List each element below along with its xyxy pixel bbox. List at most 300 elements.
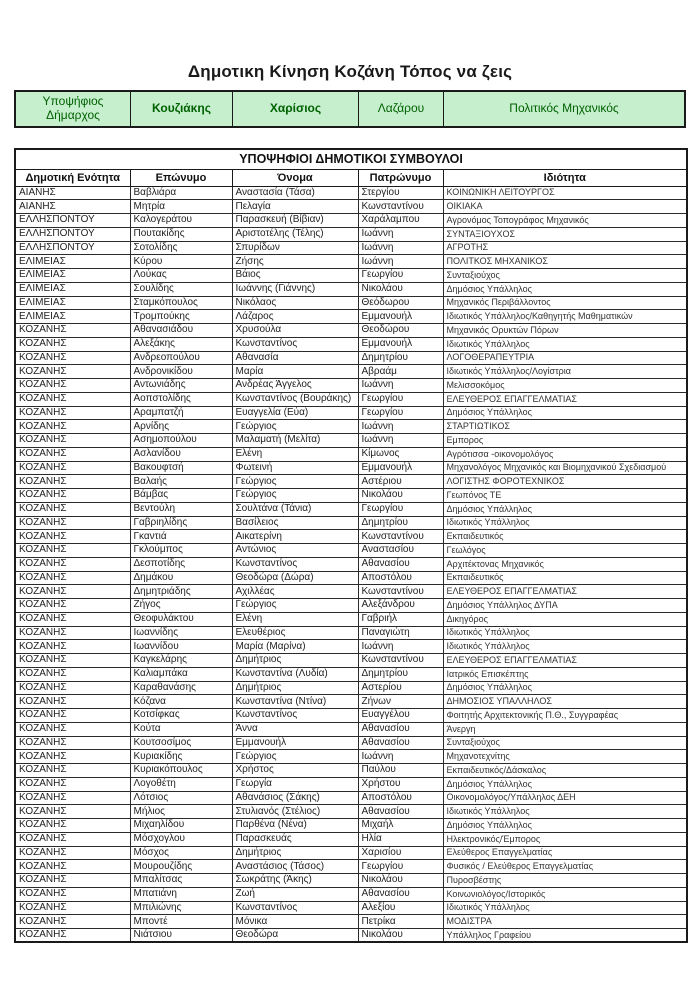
cell-municipal-unit: ΚΟΖΑΝΗΣ xyxy=(15,777,130,791)
mayor-profession: Πολιτικός Μηχανικός xyxy=(509,101,619,116)
cell-municipal-unit: ΚΟΖΑΝΗΣ xyxy=(15,626,130,640)
cell-occupation: Δημόσιος Υπάλληλος xyxy=(443,282,687,296)
cell-municipal-unit: ΚΟΖΑΝΗΣ xyxy=(15,475,130,489)
cell-occupation: ΜΟΔΙΣΤΡΑ xyxy=(443,915,687,929)
column-header-occupation: Ιδιότητα xyxy=(443,169,687,186)
cell-surname: Σταμκόπουλος xyxy=(130,296,232,310)
table-row xyxy=(15,709,687,723)
candidates-table xyxy=(14,148,688,943)
cell-municipal-unit: ΚΟΖΑΝΗΣ xyxy=(15,557,130,571)
cell-first-name: Αναστασία (Τάσα) xyxy=(232,186,358,200)
table-row xyxy=(15,461,687,475)
cell-surname: Καλιαμπάκα xyxy=(130,667,232,681)
cell-surname: Μουρουζίδης xyxy=(130,860,232,874)
table-row xyxy=(15,695,687,709)
cell-surname: Λογοθέτη xyxy=(130,777,232,791)
cell-surname: Ζήγος xyxy=(130,599,232,613)
cell-occupation: Ιατρικός Επισκέπτης xyxy=(443,667,687,681)
cell-surname: Αραμπατζή xyxy=(130,406,232,420)
table-row xyxy=(15,241,687,255)
mayor-first-name: Χαρίσιος xyxy=(233,92,359,126)
table-section-title: ΥΠΟΨΗΦΙΟΙ ΔΗΜΟΤΙΚΟΙ ΣΥΜΒΟΥΛΟΙ xyxy=(15,149,687,169)
table-row xyxy=(15,434,687,448)
cell-patronymic: Ιωάννη xyxy=(358,640,443,654)
cell-municipal-unit: ΚΟΖΑΝΗΣ xyxy=(15,695,130,709)
cell-surname: Ασλανίδου xyxy=(130,447,232,461)
column-header-surname: Επώνυμο xyxy=(130,169,232,186)
cell-occupation: Γεωλόγος xyxy=(443,544,687,558)
cell-occupation: ΚΟΙΝΩΝΙΚΗ ΛΕΙΤΟΥΡΓΟΣ xyxy=(443,186,687,200)
cell-municipal-unit: ΕΛΙΜΕΙΑΣ xyxy=(15,255,130,269)
table-row xyxy=(15,337,687,351)
cell-municipal-unit: ΚΟΖΑΝΗΣ xyxy=(15,379,130,393)
cell-municipal-unit: ΚΟΖΑΝΗΣ xyxy=(15,599,130,613)
cell-first-name: Γεώργιος xyxy=(232,475,358,489)
cell-patronymic: Δημητρίου xyxy=(358,516,443,530)
cell-surname: Καλογεράτου xyxy=(130,214,232,228)
cell-occupation: Υπάλληλος Γραφείου xyxy=(443,929,687,943)
cell-municipal-unit: ΚΟΖΑΝΗΣ xyxy=(15,434,130,448)
cell-first-name: Γεώργιος xyxy=(232,420,358,434)
cell-patronymic: Νικολάου xyxy=(358,874,443,888)
cell-occupation: Ιδιωτικός Υπάλληλος xyxy=(443,516,687,530)
cell-first-name: Ιωάννης (Γιάννης) xyxy=(232,282,358,296)
cell-patronymic: Γεωργίου xyxy=(358,860,443,874)
table-row xyxy=(15,502,687,516)
cell-occupation: ΠΟΛΙΤΚΟΣ ΜΗΧΑΝΙΚΟΣ xyxy=(443,255,687,269)
table-row xyxy=(15,296,687,310)
table-row xyxy=(15,791,687,805)
cell-patronymic: Αθανασίου xyxy=(358,736,443,750)
cell-first-name: Βάιος xyxy=(232,269,358,283)
cell-first-name: Αθανασία xyxy=(232,351,358,365)
cell-first-name: Εμμανουήλ xyxy=(232,736,358,750)
cell-surname: Μπατιάνη xyxy=(130,887,232,901)
cell-surname: Δεσποτίδης xyxy=(130,557,232,571)
cell-surname: Τρομπούκης xyxy=(130,310,232,324)
cell-surname: Σουλίδης xyxy=(130,282,232,296)
cell-first-name: Άννα xyxy=(232,722,358,736)
mayor-patronymic: Λαζάρου xyxy=(359,92,444,126)
cell-occupation: Αγρότισσα -οικονομολόγος xyxy=(443,447,687,461)
cell-municipal-unit: ΚΟΖΑΝΗΣ xyxy=(15,874,130,888)
cell-occupation: Εκπαιδευτικός/Δάσκαλος xyxy=(443,764,687,778)
cell-occupation: Οικονομολόγος/Υπάλληλος ΔΕΗ xyxy=(443,791,687,805)
cell-first-name: Μόνικα xyxy=(232,915,358,929)
cell-first-name: Αναστάσιος (Τάσος) xyxy=(232,860,358,874)
cell-occupation: ΕΛΕΥΘΕΡΟΣ ΕΠΑΓΓΕΛΜΑΤΙΑΣ xyxy=(443,392,687,406)
cell-occupation: Ιδιωτικός Υπάλληλος xyxy=(443,640,687,654)
table-row xyxy=(15,255,687,269)
cell-surname: Αλεξάκης xyxy=(130,337,232,351)
cell-municipal-unit: ΕΛΙΜΕΙΑΣ xyxy=(15,282,130,296)
cell-first-name: Θεοδώρα xyxy=(232,929,358,943)
cell-first-name: Φωτεινή xyxy=(232,461,358,475)
cell-first-name: Κωνσταντίνος xyxy=(232,557,358,571)
cell-municipal-unit: ΚΟΖΑΝΗΣ xyxy=(15,337,130,351)
cell-first-name: Ελευθέριος xyxy=(232,626,358,640)
cell-patronymic: Ευαγγέλου xyxy=(358,709,443,723)
cell-occupation: Αρχιτέκτονας Μηχανικός xyxy=(443,557,687,571)
cell-patronymic: Ιωάννη xyxy=(358,241,443,255)
cell-patronymic: Χαρισίου xyxy=(358,846,443,860)
cell-patronymic: Γαβριήλ xyxy=(358,612,443,626)
table-row xyxy=(15,310,687,324)
table-row xyxy=(15,681,687,695)
cell-surname: Γκλούμπος xyxy=(130,544,232,558)
cell-municipal-unit: ΕΛΛΗΣΠΟΝΤΟΥ xyxy=(15,227,130,241)
cell-municipal-unit: ΚΟΖΑΝΗΣ xyxy=(15,929,130,943)
cell-first-name: Χρυσούλα xyxy=(232,324,358,338)
cell-surname: Κυριακόπουλος xyxy=(130,764,232,778)
cell-first-name: Αντώνιος xyxy=(232,544,358,558)
cell-first-name: Γεώργιος xyxy=(232,489,358,503)
cell-occupation: Μελισσοκόμος xyxy=(443,379,687,393)
cell-patronymic: Νικολάου xyxy=(358,489,443,503)
table-row xyxy=(15,640,687,654)
cell-surname: Βάμβας xyxy=(130,489,232,503)
cell-patronymic: Αποστόλου xyxy=(358,791,443,805)
cell-surname: Βαλαής xyxy=(130,475,232,489)
cell-municipal-unit: ΚΟΖΑΝΗΣ xyxy=(15,612,130,626)
column-header-patronymic: Πατρώνυμο xyxy=(358,169,443,186)
cell-first-name: Μαλαματή (Μελίτα) xyxy=(232,434,358,448)
table-row xyxy=(15,530,687,544)
cell-municipal-unit: ΑΙΑΝΗΣ xyxy=(15,200,130,214)
table-row xyxy=(15,819,687,833)
table-row xyxy=(15,667,687,681)
cell-surname: Καραθανάσης xyxy=(130,681,232,695)
cell-municipal-unit: ΚΟΖΑΝΗΣ xyxy=(15,406,130,420)
table-row xyxy=(15,915,687,929)
cell-municipal-unit: ΚΟΖΑΝΗΣ xyxy=(15,819,130,833)
cell-occupation: Ιδιωτικός Υπάλληλος/Λογίστρια xyxy=(443,365,687,379)
cell-surname: Μποντέ xyxy=(130,915,232,929)
table-row xyxy=(15,324,687,338)
cell-surname: Μπιλιώνης xyxy=(130,901,232,915)
cell-patronymic: Θεοδώρου xyxy=(358,324,443,338)
table-row xyxy=(15,585,687,599)
cell-patronymic: Αβραάμ xyxy=(358,365,443,379)
cell-first-name: Κωνσταντίνα (Ντίνα) xyxy=(232,695,358,709)
table-row xyxy=(15,626,687,640)
cell-surname: Νιάτσιου xyxy=(130,929,232,943)
cell-surname: Μόσχος xyxy=(130,846,232,860)
cell-occupation: Κοινωνιολόγος/Ιστορικός xyxy=(443,887,687,901)
cell-patronymic: Ιωάννη xyxy=(358,255,443,269)
cell-first-name: Νικόλαος xyxy=(232,296,358,310)
cell-patronymic: Κωνσταντίνου xyxy=(358,530,443,544)
cell-patronymic: Μιχαήλ xyxy=(358,819,443,833)
cell-municipal-unit: ΕΛΛΗΣΠΟΝΤΟΥ xyxy=(15,214,130,228)
cell-first-name: Κωνσταντίνος (Βουράκης) xyxy=(232,392,358,406)
cell-municipal-unit: ΚΟΖΑΝΗΣ xyxy=(15,447,130,461)
cell-patronymic: Ιωάννη xyxy=(358,434,443,448)
cell-first-name: Λάζαρος xyxy=(232,310,358,324)
table-row xyxy=(15,901,687,915)
cell-patronymic: Ιωάννη xyxy=(358,379,443,393)
cell-surname: Ιωαννίδου xyxy=(130,640,232,654)
cell-patronymic: Γεωργίου xyxy=(358,392,443,406)
table-row xyxy=(15,227,687,241)
cell-municipal-unit: ΚΟΖΑΝΗΣ xyxy=(15,846,130,860)
cell-municipal-unit: ΕΛΛΗΣΠΟΝΤΟΥ xyxy=(15,241,130,255)
cell-municipal-unit: ΚΟΖΑΝΗΣ xyxy=(15,365,130,379)
cell-municipal-unit: ΕΛΙΜΕΙΑΣ xyxy=(15,296,130,310)
cell-first-name: Ανδρέας Άγγελος xyxy=(232,379,358,393)
cell-occupation: Ηλεκτρονικός/Έμπορος xyxy=(443,832,687,846)
cell-first-name: Βασίλειος xyxy=(232,516,358,530)
cell-surname: Πουτακίδης xyxy=(130,227,232,241)
cell-occupation: Εμπορος xyxy=(443,434,687,448)
cell-first-name: Δημήτριος xyxy=(232,654,358,668)
cell-municipal-unit: ΚΟΖΑΝΗΣ xyxy=(15,915,130,929)
cell-patronymic: Κωνσταντίνου xyxy=(358,200,443,214)
cell-first-name: Ελένη xyxy=(232,612,358,626)
cell-municipal-unit: ΚΟΖΑΝΗΣ xyxy=(15,667,130,681)
cell-first-name: Μαρία (Μαρίνα) xyxy=(232,640,358,654)
table-row xyxy=(15,846,687,860)
cell-first-name: Παρασκευή (Βίβιαν) xyxy=(232,214,358,228)
cell-occupation: Εκπαιδευτικός xyxy=(443,530,687,544)
cell-first-name: Δημήτριος xyxy=(232,846,358,860)
cell-patronymic: Αποστόλου xyxy=(358,571,443,585)
cell-patronymic: Δημητρίου xyxy=(358,351,443,365)
table-row xyxy=(15,929,687,943)
cell-first-name: Μαρία xyxy=(232,365,358,379)
table-row xyxy=(15,764,687,778)
cell-patronymic: Ιωάννη xyxy=(358,227,443,241)
table-row xyxy=(15,379,687,393)
cell-surname: Βεντούλη xyxy=(130,502,232,516)
cell-municipal-unit: ΚΟΖΑΝΗΣ xyxy=(15,887,130,901)
mayor-surname: Κουζιάκης xyxy=(131,92,233,126)
cell-surname: Κουτσοσίμος xyxy=(130,736,232,750)
cell-patronymic: Αθανασίου xyxy=(358,557,443,571)
cell-municipal-unit: ΚΟΖΑΝΗΣ xyxy=(15,654,130,668)
cell-municipal-unit: ΚΟΖΑΝΗΣ xyxy=(15,736,130,750)
cell-first-name: Ζωή xyxy=(232,887,358,901)
table-row xyxy=(15,887,687,901)
cell-first-name: Σωκράτης (Άκης) xyxy=(232,874,358,888)
cell-municipal-unit: ΚΟΖΑΝΗΣ xyxy=(15,860,130,874)
cell-patronymic: Αλεξάνδρου xyxy=(358,599,443,613)
cell-municipal-unit: ΚΟΖΑΝΗΣ xyxy=(15,392,130,406)
table-row xyxy=(15,516,687,530)
cell-occupation: Ιδιωτικός Υπάλληλος xyxy=(443,901,687,915)
cell-occupation: Ιδιωτικός Υπάλληλος xyxy=(443,337,687,351)
cell-patronymic: Χαράλαμπου xyxy=(358,214,443,228)
cell-surname: Λότσιος xyxy=(130,791,232,805)
table-row xyxy=(15,612,687,626)
cell-patronymic: Αστερίου xyxy=(358,681,443,695)
cell-first-name: Πελαγία xyxy=(232,200,358,214)
column-header-municipal-unit: Δημοτική Ενότητα xyxy=(15,169,130,186)
cell-surname: Δημητριάδης xyxy=(130,585,232,599)
cell-occupation: ΣΥΝΤΑΞΙΟΥΧΟΣ xyxy=(443,227,687,241)
cell-municipal-unit: ΚΟΖΑΝΗΣ xyxy=(15,571,130,585)
table-row xyxy=(15,447,687,461)
table-row xyxy=(15,200,687,214)
table-row xyxy=(15,557,687,571)
cell-occupation: Δημόσιος Υπάλληλος xyxy=(443,406,687,420)
cell-patronymic: Αναστασίου xyxy=(358,544,443,558)
cell-first-name: Αθανάσιος (Σάκης) xyxy=(232,791,358,805)
cell-occupation: ΔΗΜΟΣΙΟΣ ΥΠΑΛΛΗΛΟΣ xyxy=(443,695,687,709)
cell-first-name: Σουλτάνα (Τάνια) xyxy=(232,502,358,516)
cell-surname: Ιωαννίδης xyxy=(130,626,232,640)
table-row xyxy=(15,654,687,668)
cell-surname: Θεοφυλάκτου xyxy=(130,612,232,626)
cell-occupation: Δημόσιος Υπάλληλος xyxy=(443,819,687,833)
cell-municipal-unit: ΚΟΖΑΝΗΣ xyxy=(15,544,130,558)
cell-surname: Μήλιος xyxy=(130,805,232,819)
cell-municipal-unit: ΚΟΖΑΝΗΣ xyxy=(15,516,130,530)
cell-surname: Γαβριηλίδης xyxy=(130,516,232,530)
cell-patronymic: Κωνσταντίνου xyxy=(358,585,443,599)
cell-surname: Μιχαηλίδου xyxy=(130,819,232,833)
cell-surname: Κόζανα xyxy=(130,695,232,709)
cell-first-name: Γεωργία xyxy=(232,777,358,791)
cell-patronymic: Νικολάου xyxy=(358,929,443,943)
cell-surname: Ανδρονικίδου xyxy=(130,365,232,379)
cell-patronymic: Γεωργίου xyxy=(358,502,443,516)
cell-municipal-unit: ΚΟΖΑΝΗΣ xyxy=(15,764,130,778)
cell-surname: Γκαντιά xyxy=(130,530,232,544)
cell-surname: Βαβλιάρα xyxy=(130,186,232,200)
cell-municipal-unit: ΚΟΖΑΝΗΣ xyxy=(15,832,130,846)
cell-patronymic: Αθανασίου xyxy=(358,805,443,819)
cell-municipal-unit: ΚΟΖΑΝΗΣ xyxy=(15,901,130,915)
cell-patronymic: Δημητρίου xyxy=(358,667,443,681)
cell-first-name: Γεώργιος xyxy=(232,750,358,764)
cell-patronymic: Ζήνων xyxy=(358,695,443,709)
cell-patronymic: Εμμανουήλ xyxy=(358,337,443,351)
cell-surname: Αντωνιάδης xyxy=(130,379,232,393)
cell-surname: Σοτολίδης xyxy=(130,241,232,255)
table-row xyxy=(15,736,687,750)
cell-surname: Δημάκου xyxy=(130,571,232,585)
cell-surname: Μπαλίτσας xyxy=(130,874,232,888)
cell-occupation: ΑΓΡΟΤΗΣ xyxy=(443,241,687,255)
cell-occupation: ΕΛΕΥΘΕΡΟΣ ΕΠΑΓΓΕΛΜΑΤΙΑΣ xyxy=(443,654,687,668)
cell-patronymic: Αλεξίου xyxy=(358,901,443,915)
cell-occupation: ΕΛΕΥΘΕΡΟΣ ΕΠΑΓΓΕΛΜΑΤΙΑΣ xyxy=(443,585,687,599)
cell-occupation: Ελεύθερος Επαγγελματίας xyxy=(443,846,687,860)
cell-surname: Βακουφτσή xyxy=(130,461,232,475)
table-row xyxy=(15,406,687,420)
cell-occupation: Ιδιωτικός Υπάλληλος xyxy=(443,626,687,640)
cell-first-name: Γεώργιος xyxy=(232,599,358,613)
cell-first-name: Σπυρίδων xyxy=(232,241,358,255)
cell-first-name: Αχιλλέας xyxy=(232,585,358,599)
cell-occupation: ΣΤΑΡΤΙΩΤΙΚΟΣ xyxy=(443,420,687,434)
table-row xyxy=(15,489,687,503)
cell-occupation: Δημόσιος Υπάλληλος ΔΥΠΑ xyxy=(443,599,687,613)
cell-occupation: Δημόσιος Υπάλληλος xyxy=(443,681,687,695)
cell-first-name: Στυλιανός (Στέλιος) xyxy=(232,805,358,819)
cell-municipal-unit: ΚΟΖΑΝΗΣ xyxy=(15,324,130,338)
table-row xyxy=(15,365,687,379)
cell-first-name: Παρθένα (Νένα) xyxy=(232,819,358,833)
cell-patronymic: Πετρίκα xyxy=(358,915,443,929)
cell-municipal-unit: ΚΟΖΑΝΗΣ xyxy=(15,750,130,764)
table-row xyxy=(15,544,687,558)
cell-patronymic: Χρήστου xyxy=(358,777,443,791)
cell-patronymic: Παναγιώτη xyxy=(358,626,443,640)
cell-municipal-unit: ΚΟΖΑΝΗΣ xyxy=(15,502,130,516)
cell-patronymic: Αστέριου xyxy=(358,475,443,489)
cell-surname: Κυριακίδης xyxy=(130,750,232,764)
cell-surname: Κοτσίφκας xyxy=(130,709,232,723)
table-row xyxy=(15,351,687,365)
cell-municipal-unit: ΚΟΖΑΝΗΣ xyxy=(15,722,130,736)
cell-occupation: Δημόσιος Υπάλληλος xyxy=(443,777,687,791)
table-row xyxy=(15,874,687,888)
cell-surname: Ανδρεοπούλου xyxy=(130,351,232,365)
cell-occupation: Δικηγόρος xyxy=(443,612,687,626)
cell-patronymic: Γεωργίου xyxy=(358,406,443,420)
table-row xyxy=(15,860,687,874)
cell-occupation: Μηχανοτεχνίτης xyxy=(443,750,687,764)
cell-occupation: Εκπαιδευτικός xyxy=(443,571,687,585)
cell-municipal-unit: ΑΙΑΝΗΣ xyxy=(15,186,130,200)
cell-first-name: Κωνσταντίνος xyxy=(232,337,358,351)
cell-patronymic: Γεωργίου xyxy=(358,269,443,283)
cell-first-name: Ευαγγελία (Εύα) xyxy=(232,406,358,420)
cell-occupation: Φυσικός / Ελεύθερος Επαγγελματίας xyxy=(443,860,687,874)
cell-occupation: Αγρονόμος Τοπογράφος Μηχανικός xyxy=(443,214,687,228)
cell-first-name: Χρήστος xyxy=(232,764,358,778)
cell-surname: Αρνίδης xyxy=(130,420,232,434)
table-row xyxy=(15,269,687,283)
cell-patronymic: Κωνσταντίνου xyxy=(358,654,443,668)
cell-occupation: Ιδιωτικός Υπάλληλος/Καθηγητής Μαθηματικών xyxy=(443,310,687,324)
table-row xyxy=(15,832,687,846)
cell-surname: Μητρία xyxy=(130,200,232,214)
cell-occupation: ΛΟΓΟΘΕΡΑΠΕΥΤΡΙΑ xyxy=(443,351,687,365)
cell-first-name: Αικατερίνη xyxy=(232,530,358,544)
cell-municipal-unit: ΚΟΖΑΝΗΣ xyxy=(15,585,130,599)
cell-occupation: Μηχανολόγος Μηχανικός και Βιομηχανικού Σχεδιασμού xyxy=(443,461,687,475)
cell-municipal-unit: ΕΛΙΜΕΙΑΣ xyxy=(15,310,130,324)
cell-patronymic: Θεόδωρου xyxy=(358,296,443,310)
cell-patronymic: Εμμανουήλ xyxy=(358,310,443,324)
cell-municipal-unit: ΚΟΖΑΝΗΣ xyxy=(15,709,130,723)
column-header-first-name: Όνομα xyxy=(232,169,358,186)
cell-patronymic: Ιωάννη xyxy=(358,420,443,434)
cell-occupation: Γεωπόνος ΤΕ xyxy=(443,489,687,503)
cell-occupation: Μηχανικός Περιβάλλοντος xyxy=(443,296,687,310)
cell-surname: Κούτα xyxy=(130,722,232,736)
table-row xyxy=(15,186,687,200)
cell-patronymic: Εμμανουήλ xyxy=(358,461,443,475)
table-row xyxy=(15,599,687,613)
cell-occupation: Πυροσβέστης xyxy=(443,874,687,888)
cell-occupation: Μηχανικός Ορυκτών Πόρων xyxy=(443,324,687,338)
cell-surname: Καγκελάρης xyxy=(130,654,232,668)
cell-municipal-unit: ΚΟΖΑΝΗΣ xyxy=(15,791,130,805)
cell-surname: Λούκας xyxy=(130,269,232,283)
table-header-row xyxy=(15,169,687,186)
cell-patronymic: Παύλου xyxy=(358,764,443,778)
table-row xyxy=(15,282,687,296)
cell-first-name: Δημήτριος xyxy=(232,681,358,695)
cell-patronymic: Ηλία xyxy=(358,832,443,846)
table-row xyxy=(15,571,687,585)
table-row xyxy=(15,750,687,764)
cell-occupation: Φοιτητής Αρχιτεκτονικής Π.Θ., Συγγραφέας xyxy=(443,709,687,723)
